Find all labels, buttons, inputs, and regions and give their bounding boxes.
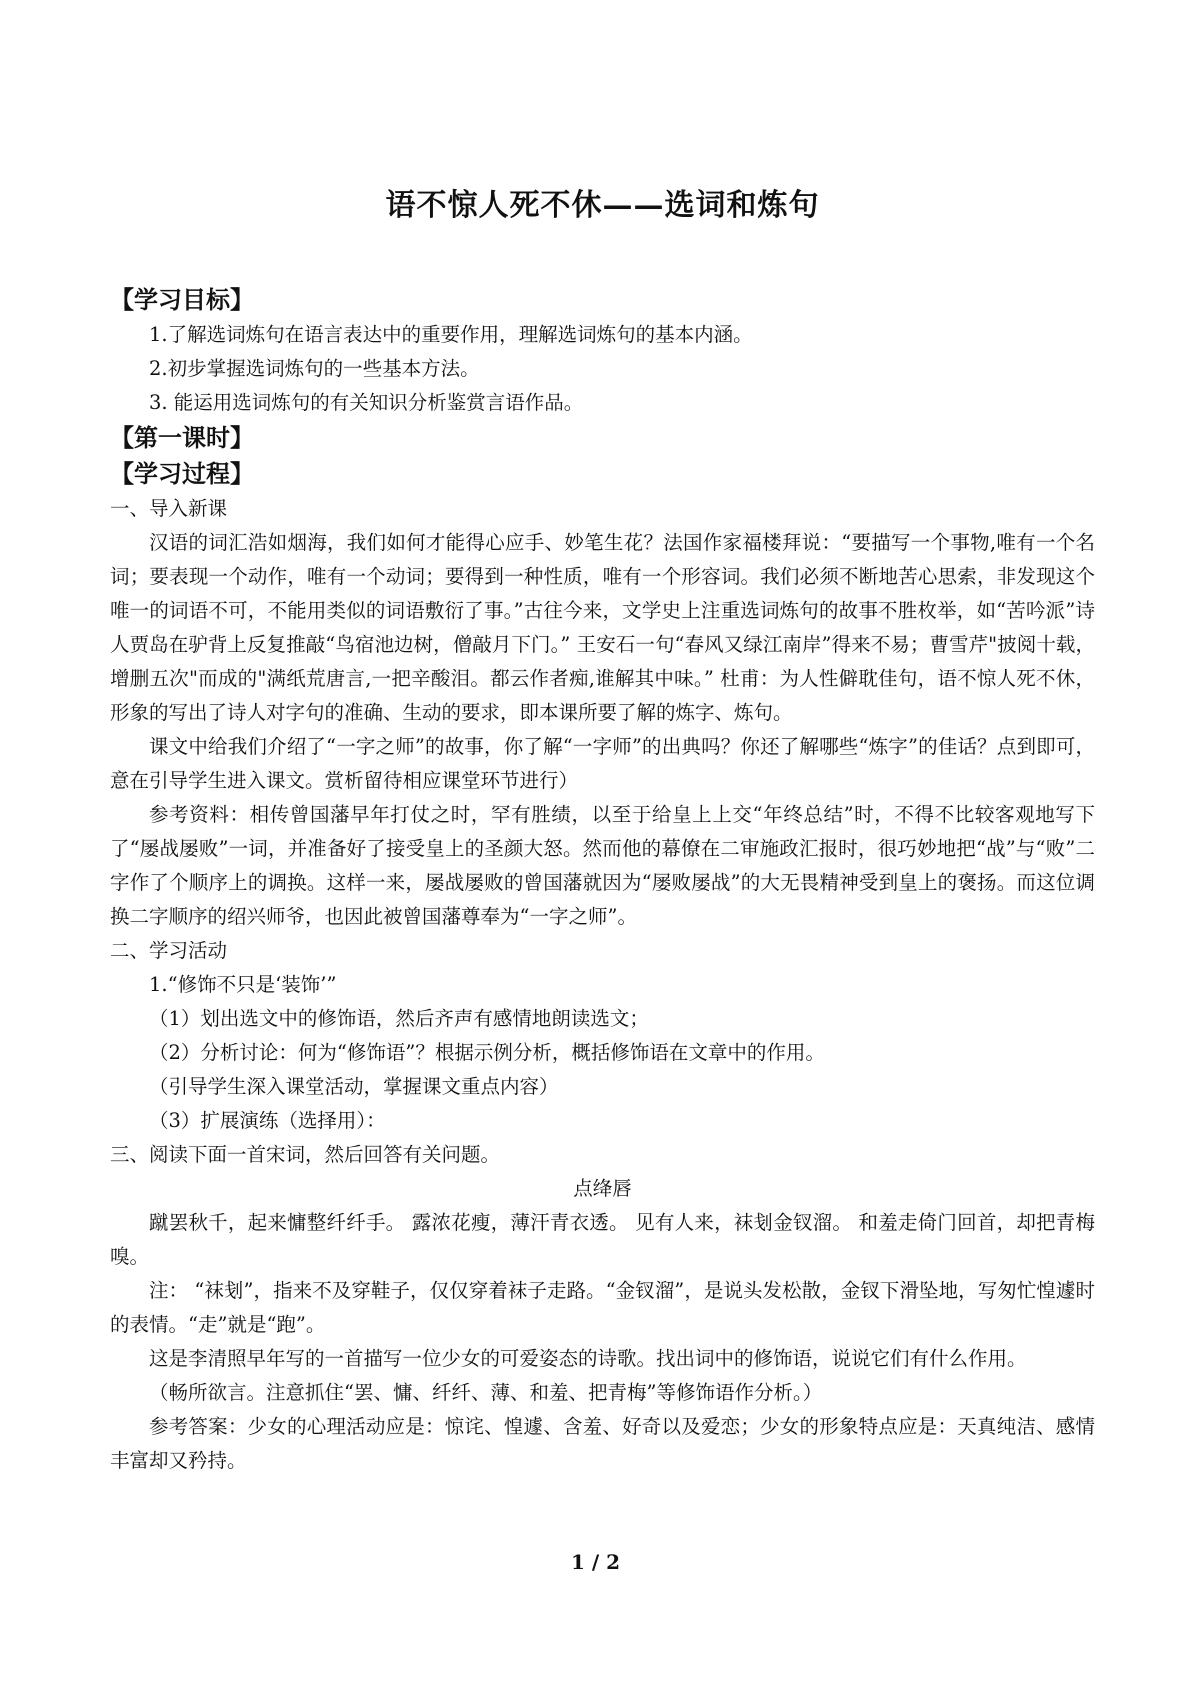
part3-paragraph: 参考答案：少女的心理活动应是：惊诧、惶遽、含羞、好奇以及爱恋；少女的形象特点应是：天真纯洁、感情丰富却又矜持。 [110,1415,1095,1472]
objective-item: 1.了解选词炼句在语言表达中的重要作用，理解选词炼句的基本内涵。 [149,323,753,346]
part3-paragraph: 这是李清照早年写的一首描写一位少女的可爱姿态的诗歌。找出词中的修饰语，说说它们有什么作用。 [149,1347,1027,1370]
page-number: 1 / 2 [570,1550,621,1574]
process-header: 【学习过程】 [110,459,254,488]
poem-title: 点绛唇 [573,1177,632,1200]
document-content [110,180,1095,1478]
part3-paragraph: 蹴罢秋千，起来慵整纤纤手。 露浓花瘦，薄汗青衣透。 见有人来，袜刬金钗溜。 和羞走倚门回首，却把青梅嗅。 [110,1211,1095,1268]
part3-heading: 三、阅读下面一首宋词，然后回答有关问题。 [110,1143,501,1166]
part2-subitem: （3）扩展演练（选择用）： [149,1109,386,1132]
objective-item: 3. 能运用选词炼句的有关知识分析鉴赏言语作品。 [149,391,584,414]
document-title: 语不惊人死不休——选词和炼句 [385,188,820,223]
part2-subitem: （1）划出选文中的修饰语，然后齐声有感情地朗读选文； [149,1007,649,1030]
part3-paragraph: 注： “袜刬”，指来不及穿鞋子，仅仅穿着袜子走路。“金钗溜”，是说头发松散，金钗下滑坠地，写匆忙惶遽时的表情。“走”就是“跑”。 [110,1279,1095,1336]
part3-paragraph: （畅所欲言。注意抓住“罢、慵、纤纤、薄、和羞、把青梅”等修饰语作分析。） [149,1381,823,1404]
part2-heading: 二、学习活动 [110,939,228,962]
part1-heading: 一、导入新课 [110,497,228,520]
part1-paragraph: 汉语的词汇浩如烟海，我们如何才能得心应手、妙笔生花？法国作家福楼拜说：“要描写一个事物,唯有一个名词；要表现一个动作，唯有一个动词；要得到一种性质，唯有一个形容词。我们必须不断地苦心思索，非发现这个唯一的词语不可，不能用类似的词语敷衍了事。”古往今来，文学史上注重选词炼句的故事不胜枚举，如“苦吟派”诗人贾岛在驴背上反复推敲“鸟宿池边树，僧敲月下门。” 王安石一句“春风又绿江南岸”得来不易；曹雪芹"披阅十载，增删五次"而成的"满纸荒唐言,一把辛酸泪。都云作者痴,谁解其中味。” 杜甫：为人性僻耽佳句，语不惊人死不休，形象的写出了诗人对字句的准确、生动的要求，即本课所要了解的炼字、炼句。 [110,531,1095,724]
objective-item: 2.初步掌握选词炼句的一些基本方法。 [149,357,480,380]
part2-subitem: （2）分析讨论：何为“修饰语”？根据示例分析，概括修饰语在文章中的作用。 [149,1041,825,1064]
part1-paragraph: 参考资料：相传曾国藩早年打仗之时，罕有胜绩，以至于给皇上上交“年终总结”时，不得不比较客观地写下了“屡战屡败”一词，并准备好了接受皇上的圣颜大怒。然而他的幕僚在二审施政汇报时，很巧妙地把“战”与“败”二字作了个顺序上的调换。这样一来，屡战屡败的曾国藩就因为“屡败屡战”的大无畏精神受到皇上的褒扬。而这位调换二字顺序的绍兴师爷，也因此被曾国藩尊奉为“一字之师”。 [110,803,1095,928]
part2-subitem: （引导学生深入课堂活动，掌握课文重点内容） [149,1075,559,1098]
lesson-header: 【第一课时】 [110,423,254,452]
part1-paragraph: 课文中给我们介绍了“一字之师”的故事，你了解“一字师”的出典吗？你还了解哪些“炼字”的佳话？点到即可，意在引导学生进入课文。赏析留待相应课堂环节进行） [110,735,1095,792]
objectives-header: 【学习目标】 [110,285,254,314]
part2-item: 1.“修饰不只是‘装饰’” [149,973,337,996]
